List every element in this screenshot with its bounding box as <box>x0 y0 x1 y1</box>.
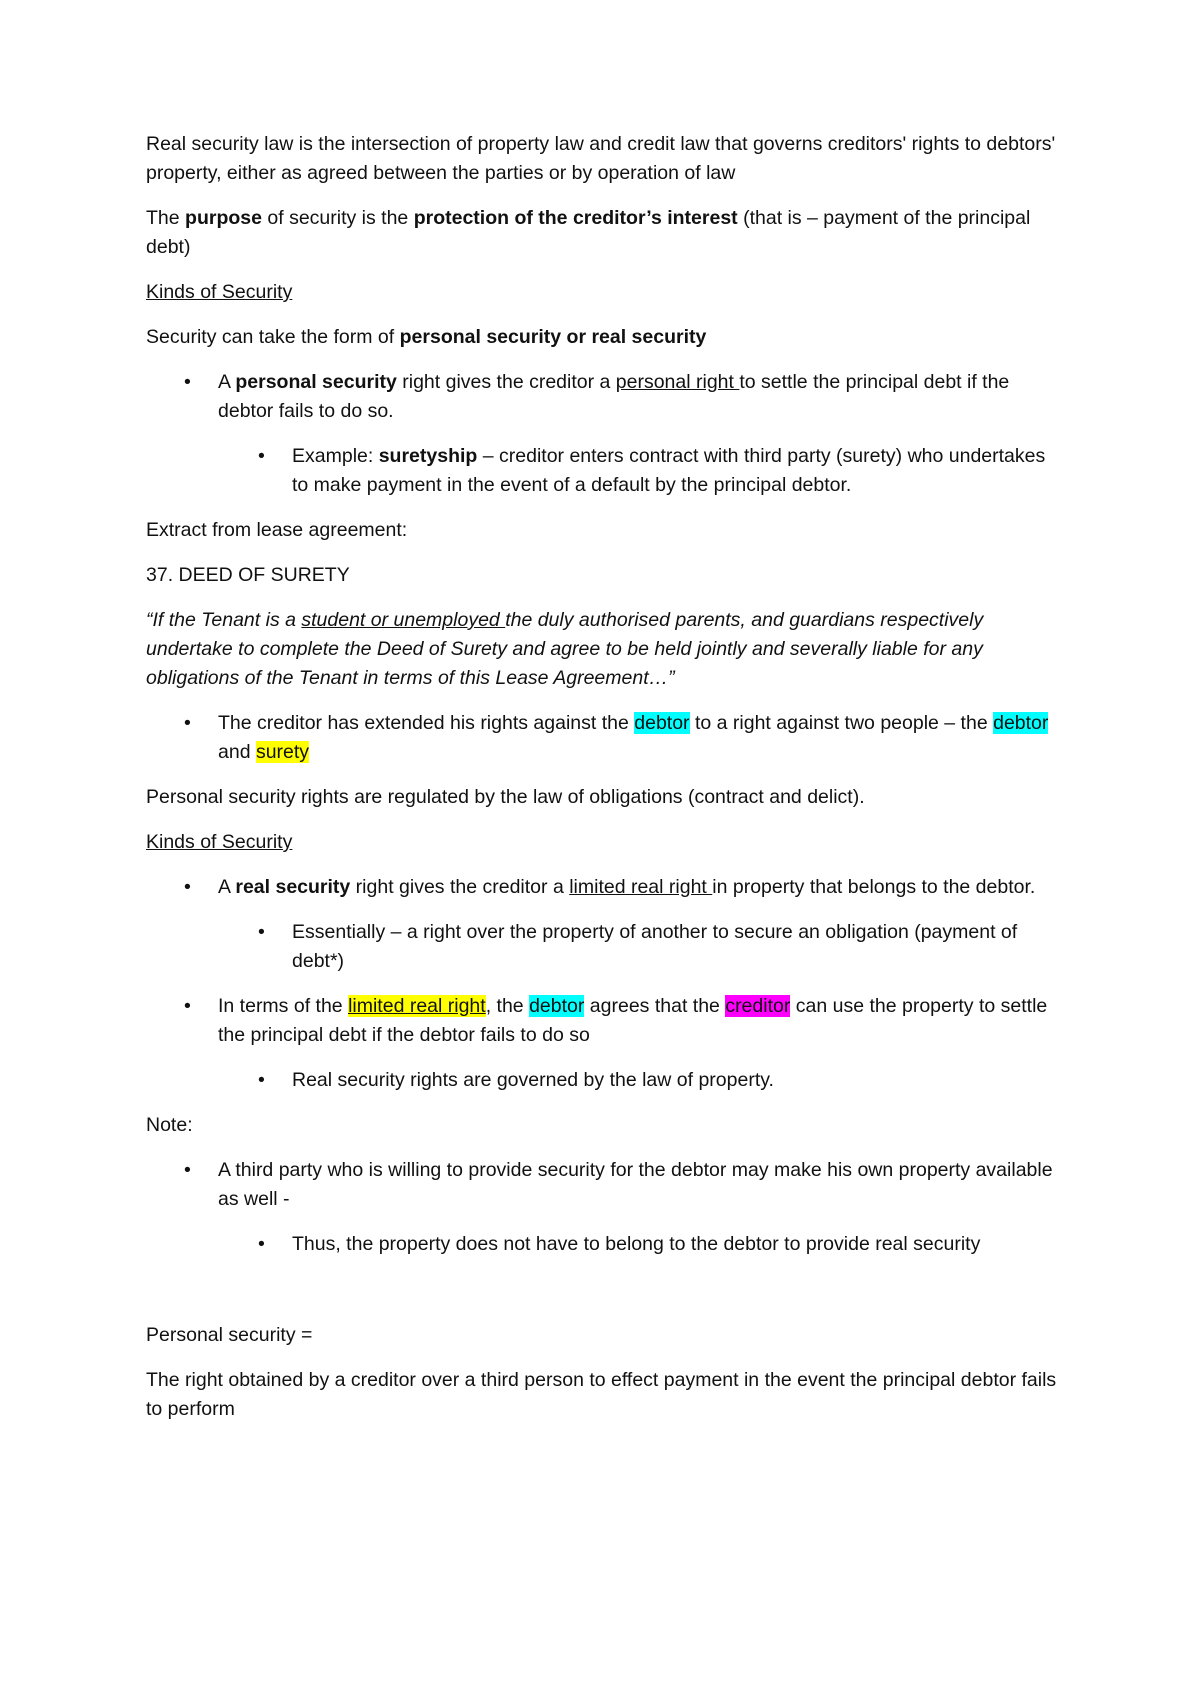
highlight-debtor: debtor <box>634 712 690 734</box>
bullet-icon: • <box>184 876 191 898</box>
section-heading: Kinds of Security <box>146 831 293 853</box>
bullet-icon: • <box>184 371 191 393</box>
bullet-icon: • <box>258 921 265 943</box>
section-heading: Kinds of Security <box>146 281 293 303</box>
intro-paragraph: Real security law is the intersection of property law and credit law that governs creditors' rights to debtors' property, either as agreed between the parties or by operation of law <box>146 133 1056 184</box>
clause-title: 37. DEED OF SURETY <box>146 564 350 586</box>
bullet-property-not-debtor: • Thus, the property does not have to belong to the debtor to provide real security <box>146 1230 1066 1259</box>
obligations-paragraph: Personal security rights are regulated by the law of obligations (contract and delict). <box>146 786 865 808</box>
bullet-icon: • <box>258 445 265 467</box>
definition-text: The right obtained by a creditor over a third person to effect payment in the event the principal debtor fails to perform <box>146 1369 1057 1420</box>
bullet-icon: • <box>258 1233 265 1255</box>
bullet-icon: • <box>184 1159 191 1181</box>
definition-label: Personal security = <box>146 1324 313 1346</box>
bullet-law-of-property: • Real security rights are governed by the law of property. <box>146 1066 1066 1095</box>
bullet-icon: • <box>184 995 191 1017</box>
bullet-limited-real-right: • In terms of the limited real right, the debtor agrees that the creditor can use the property to settle the principal debt if the debtor fails to do so <box>146 992 1066 1050</box>
highlight-surety: surety <box>255 741 310 763</box>
bullet-icon: • <box>258 1069 265 1091</box>
bullet-personal-security: • A personal security right gives the creditor a personal right to settle the principal debt if the debtor fails to do so. <box>146 368 1066 426</box>
highlight-debtor: debtor <box>993 712 1049 734</box>
highlight-debtor: debtor <box>529 995 585 1017</box>
forms-paragraph: Security can take the form of personal security or real security <box>146 326 707 348</box>
note-label: Note: <box>146 1114 193 1136</box>
highlight-creditor: creditor <box>725 995 791 1017</box>
bullet-real-security: • A real security right gives the creditor a limited real right in property that belongs to the debtor. <box>146 873 1066 902</box>
extract-label: Extract from lease agreement: <box>146 519 408 541</box>
bullet-suretyship-example: • Example: suretyship – creditor enters contract with third party (surety) who undertakes to make payment in the event of a default by the principal debtor. <box>146 442 1066 500</box>
spacer <box>146 1275 1066 1321</box>
purpose-paragraph: The purpose of security is the protection of the creditor’s interest (that is – payment of the principal debt) <box>146 207 1031 258</box>
bullet-icon: • <box>184 712 191 734</box>
document-page <box>146 130 1066 1440</box>
bullet-extended-rights: • The creditor has extended his rights against the debtor to a right against two people – the debtor and surety <box>146 709 1066 767</box>
bullet-essentially: • Essentially – a right over the property of another to secure an obligation (payment of debt*) <box>146 918 1066 976</box>
lease-quote: “If the Tenant is a student or unemployed the duly authorised parents, and guardians respectively undertake to complete the Deed of Surety and agree to be held jointly and severally liable for any obligations of the Tenant in terms of this Lease Agreement…” <box>146 609 984 689</box>
bullet-third-party: • A third party who is willing to provide security for the debtor may make his own property available as well - <box>146 1156 1066 1214</box>
highlight-limited-real-right: limited real right <box>348 995 486 1017</box>
